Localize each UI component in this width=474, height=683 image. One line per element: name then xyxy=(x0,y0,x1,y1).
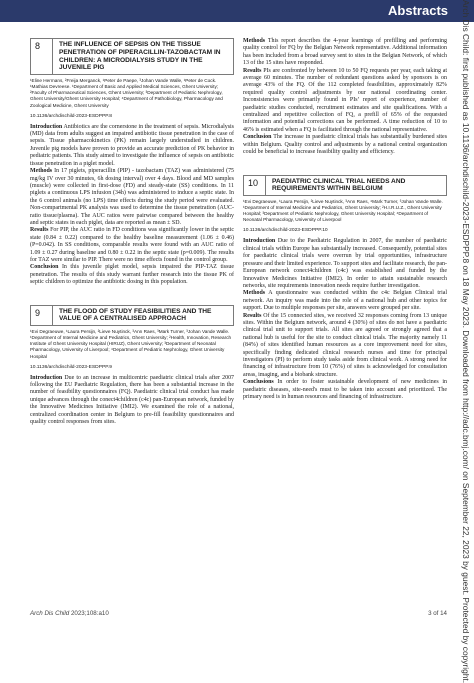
paragraph-conclusion: Conclusion In this juvenile piglet model, sepsis impaired the PIP-TAZ tissue penetration. The results of this study warrant further research into the tissue PK of septic children to optimize the antibiotic dosing in this population. xyxy=(30,264,234,286)
paragraph-results: Results PIs are confronted by between 10 to 50 FQ requests per year, each taking at average 60 minutes. The number of redundant questions asked by sponsors is on average 43% of the FQ. Of the 112 completed feasibilities, approximately 82% required quality control adjustments by our national coordinating center. Inconsistencies were primarily found in PIs’ report of experience, number of paediatric studies conducted, recruitment estimates and site qualifications. With a centralized and repetitive collection of FQ, a prefill of 65% of the requested information and potential corrections can be performed. A time reduction of 10 to 46% is estimated when a FQ is facilitated through the national representative. xyxy=(243,67,447,133)
paragraph-conclusions: Conclusions In order to foster sustainable development of new medicines in paediatric diseases, site-need's must to be taken into account and prioritized. The primary need is in human resources and financing of infrastructure. xyxy=(243,379,447,400)
page-footer xyxy=(30,610,447,617)
abstract-number: 8 xyxy=(31,39,53,74)
paragraph-conclusion: Conclusion The increase in paediatric clinical trials has substantially burdened sites within Belgium. Quality control and adjustments by a national central organization could be beneficial to increase feasibility quality and efficiency. xyxy=(243,134,447,156)
paragraph-methods: Methods In 17 piglets, piperacillin (PIP) - tazobactam (TAZ) was administered (75 mg/kg IV over 30 minutes, 6h dosing interval) over 4 days. Blood and MD samples (muscle) were collected in first-dose (FD) and steady-state (SS) conditions. In 11 piglets a continuous LPS infusion (34h) was administered to induce a septic state. In the 6 control animals (no LPS) time effects during the study period were evaluated. Non-compartmental PK analysis was used to determine the tissue penetration (AUC-ratio tissue/plasma). The AUC ratios were pairwise compared between the healthy and septic states in each piglet, data are reported as mean ± SD. xyxy=(30,168,235,226)
paragraph-introduction: Introduction Due to an increase in multicentric paediatric clinical trials after 2007 following the EU Paediatric Regulation, there has been a substantial increase in the number of feasibility questionnaires (FQ). Paediatric clinical trial conduct has made unique advances through the conect4children (c4c) pan-European network, funded by the Innovative Medicines Initiative (IMI2). We examined the role of a national, centralized coordination center in Belgium to pre-fill feasibility questionnaires and quality control responses from sites. xyxy=(30,374,235,426)
author-list: ¹Evi Degraeuwe, ¹Laura Persijn, ²Lieve Nuytinck, ³Ann Raes, ³Mark Turner, ³Johan Vande Walle. ¹Department of Internal Medicine and Pediatrics, Ghent University; ²Health, Innovation, Research Institute of Ghent University Hospital (HIRUZ), Ghent University; ³Department of Neonatal Pharmacology, University of Liverpool; ⁴Department of Pediatric Nephrology, Ghent University Hospital xyxy=(30,329,232,359)
left-column xyxy=(30,38,234,427)
author-list: ¹Eline Hermans, ²Freija Merganck, ¹Peter de Paepe, ³Johan Vande Walle, ¹Peter de Cock. ¹Mathias Devreese. ¹Department of Basic and Applied Medical Sciences, Ghent University; ²Faculty of Pharmaceutical Sciences, Ghent University; ³Department of Pediatric Nephrology, Ghent University/Ghent University Hospital; ⁴Department of Pathobiology, Pharmacology and Zoological Medicine, Ghent University xyxy=(30,78,223,108)
section-header xyxy=(0,0,474,22)
author-list: ¹Evi Degraeuwe, ¹Laura Persijn, ²Lieve Nuytinck, ³Ann Raes, ⁴Mark Turner, ³Johan Vande Walle. ¹Department of Internal Medicine and Pediatrics, Ghent University; ²H.I.R.U.Z., Ghent University Hospital; ³Department of Pediatric Nephrology, Ghent University Hospital; ⁴Department of Neonatal Pharmacology, University of Liverpool xyxy=(243,199,443,223)
doi-link[interactable]: 10.1136/archdischild-2023-ESDPPP.8 xyxy=(30,113,112,119)
footer-citation: Arch Dis Child 2023;108:a10 xyxy=(30,610,109,617)
paragraph-results: Results Of the 15 connected sites, we received 32 responses coming from 13 unique sites. Within the Belgium network, around 4 (30%) of sites do not have a paediatric clinical trial unit to support trials. All sites are agreed or strongly agreed that a national hub is useful for the site to conduct clinical trials. The majority namely 11 (84%) of sites identified human resources as a core improvement need for sites, specifically finding dedicated clinical research nurses and time for principal investigators (PI) to perform study tasks aside from clinical work. A strong need for financing of infrastructure from 10 (76%) of sites is acknowledged for consultation areas, imaging, and a biobank structure. xyxy=(243,312,447,378)
abstract-header xyxy=(30,305,234,327)
abstract-9 xyxy=(30,305,234,427)
paragraph-results: Results For PIP, the AUC ratio in FD conditions was significantly lower in the septic state (0.84 ± 0.22) compared to the healthy baseline measurement (1.06 ± 0.46) (P=0.042). In SS conditions, comparable results were found with an AUC ratio of 1.09 ± 0.27 during baseline and 0.80 ± 0.22 in the septic state (p=0.009). The results for TAZ were similar to PIP. There were no time effects found in the control group. xyxy=(30,227,234,263)
abstract-header xyxy=(243,175,447,197)
paragraph-introduction: Introduction Antibiotics are the cornerstone in the treatment of sepsis. Microdialysis (MD) data from adults suggest an impaired antibiotic tissue penetration in the case of sepsis. Tissue pharmacokinetics (PK) remain largely understudied in children. Juvenile pig models have proven to provide an accurate prediction of PK behavior in pediatric patients. This study aimed to investigate the influence of sepsis on antibiotic tissue penetration in a piglet model. xyxy=(30,123,234,167)
abstract-title: THE INFLUENCE OF SEPSIS ON THE TISSUE PENETRATION OF PIPERACILLIN-TAZOBACTAM IN CHILDREN: A MICRODIALYSIS STUDY IN THE JUVENILE PIG xyxy=(59,41,221,72)
abstract-10 xyxy=(243,175,447,402)
abstract-number: 10 xyxy=(244,176,266,196)
doi-link[interactable]: 10.1136/archdischild-2023-ESDPPP.10 xyxy=(243,228,328,234)
paragraph-methods: Methods A questionnaire was conducted within the c4c Belgian Clinical trial network. An inquiry was made into the role of a national hub and other topics for support. Due to multiple responses per site, answers were grouped per site. xyxy=(243,290,447,312)
abstract-8 xyxy=(30,38,234,287)
section-title: Abstracts xyxy=(388,3,448,18)
abstract-9-continued xyxy=(243,38,447,157)
right-column xyxy=(243,38,447,401)
doi-link[interactable]: 10.1136/archdischild-2023-ESDPPP.9 xyxy=(30,364,112,370)
paragraph-introduction: Introduction Due to the Paediatric Regulation in 2007, the number of paediatric clinical trials within Europe has substantially increased. Consequently, potential sites for paediatric clinical trials were overrun by trial opportunities, infrastructure pressure and their limited experience. To support sites and facilitate research, the pan-European network conect4children (c4c) was established and funded by the Innovative Medicines Initiative (IMI2). In order to attain sustainable research networks, site requirements innovation needs require further investigation. xyxy=(243,238,447,289)
abstract-number: 9 xyxy=(31,306,53,326)
page-number: 3 of 14 xyxy=(428,610,447,617)
paragraph-methods: Methods This report describes the 4-year learnings of prefilling and performing quality control for FQ by the Belgian Network representative. Additional information has been included from a broad survey sent to sites in the Belgian Network, of which 13 of the 15 sites have responded. xyxy=(243,38,447,67)
abstract-title: PAEDIATRIC CLINICAL TRIAL NEEDS AND REQUIREMENTS WITHIN BELGIUM xyxy=(272,177,406,193)
abstract-header xyxy=(30,38,234,75)
download-note: Arch Dis Child: first published as 10.1136/archdischild-2023-ESDPPP.8 on 18 May 2023. Downloaded from http://adc.bmj.com/ on September 22, 2023 by guest. Protected by copyright. xyxy=(461,0,471,683)
abstract-title: THE FLOOD OF STUDY FEASIBILITIES AND THE VALUE OF A CENTRALISED APPROACH xyxy=(59,307,212,323)
